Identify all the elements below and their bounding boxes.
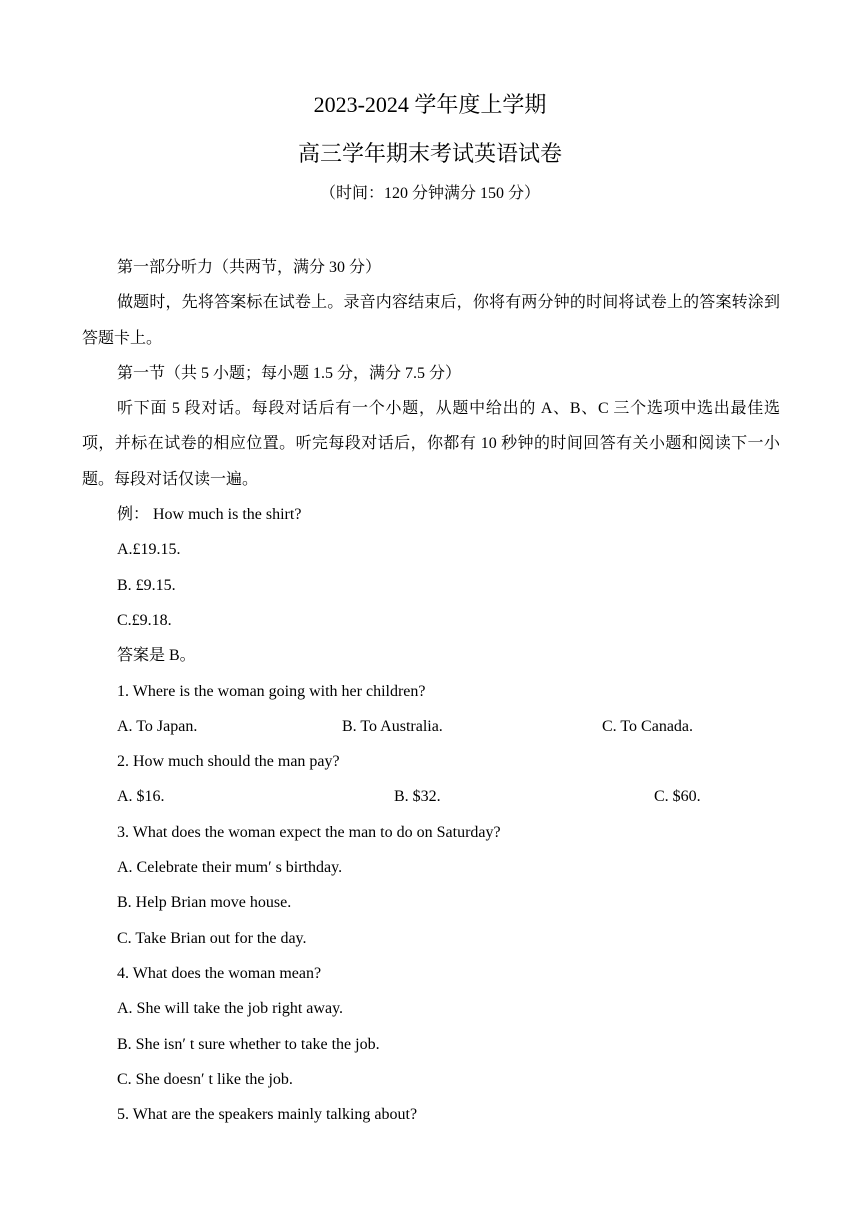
- question-2-options: [82, 779, 780, 814]
- part1-instruction: 做题时，先将答案标在试卷上。录音内容结束后，你将有两分钟的时间将试卷上的答案转涂到答题卡上。: [82, 294, 780, 347]
- time-info: （时间：120 分钟满分 150 分）: [319, 185, 540, 202]
- exam-body: [82, 250, 780, 1132]
- question-3-option-c: C. Take Brian out for the day.: [117, 929, 307, 947]
- question-5-stem: 5. What are the speakers mainly talking about?: [117, 1106, 418, 1124]
- exam-title: 高三学年期末考试英语试卷: [297, 141, 562, 166]
- question-2-option-a: A. $16.: [117, 788, 165, 806]
- part1-heading: 第一部分听力（共两节，满分 30 分）: [117, 259, 382, 276]
- question-3-option-a: A. Celebrate their mum′ s birthday.: [117, 859, 343, 877]
- question-4-option-a: A. She will take the job right away.: [117, 1000, 344, 1018]
- question-1-option-a: A. To Japan.: [117, 717, 198, 735]
- question-1-option-b: B. To Australia.: [342, 717, 443, 735]
- question-1-stem: 1. Where is the woman going with her children?: [117, 682, 426, 700]
- question-2-option-c: C. $60.: [654, 788, 701, 806]
- question-3-stem: 3. What does the woman expect the man to do on Saturday?: [117, 823, 501, 841]
- example-question: 例： How much is the shirt?: [117, 506, 302, 524]
- question-2-stem: 2. How much should the man pay?: [117, 753, 340, 771]
- question-2-option-b: B. $32.: [394, 788, 441, 806]
- question-4-stem: 4. What does the woman mean?: [117, 964, 322, 982]
- example-option-a: A.£19.15.: [117, 541, 181, 559]
- question-1-options: [82, 709, 780, 744]
- example-option-c: C.£9.18.: [117, 611, 172, 629]
- question-4-option-b: B. She isn′ t sure whether to take the job.: [117, 1035, 380, 1053]
- example-answer: 答案是 B。: [117, 647, 196, 665]
- question-1-option-c: C. To Canada.: [602, 717, 694, 735]
- question-4-option-c: C. She doesn′ t like the job.: [117, 1070, 293, 1088]
- example-option-b: B. £9.15.: [117, 576, 176, 594]
- school-year-title: 2023-2024 学年度上学期: [313, 92, 547, 117]
- question-3-option-b: B. Help Brian move house.: [117, 894, 292, 912]
- section1-heading: 第一节（共 5 小题；每小题 1.5 分，满分 7.5 分）: [117, 364, 462, 382]
- section1-instruction: 听下面 5 段对话。每段对话后有一个小题，从题中给出的 A、B、C 三个选项中选出最佳选项，并标在试卷的相应位置。听完每段对话后，你都有 10 秒钟的时间回答有关小题和阅读下一小题。每段对话仅读一遍。: [82, 400, 780, 488]
